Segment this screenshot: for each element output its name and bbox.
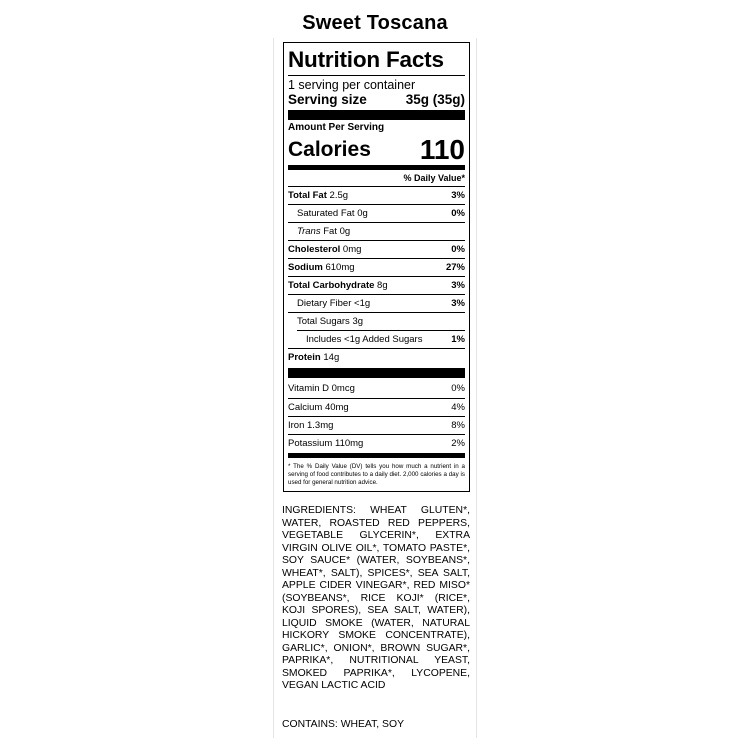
nutrient-amount: 8g — [377, 280, 388, 291]
amount-per-serving: Amount Per Serving — [288, 122, 385, 133]
nutrient-amount: 0mg — [342, 244, 362, 255]
label-panel — [273, 38, 477, 738]
divider-medium — [288, 165, 465, 170]
vitamin-row-vitamin-d — [288, 380, 465, 398]
vitamin-dv: 0% — [451, 383, 465, 394]
nutrient-dv: 0% — [451, 244, 465, 255]
nutrient-row-added-sugars — [297, 330, 465, 348]
vitamin-row-iron — [288, 416, 465, 434]
nutrient-amount: <1g Added Sugars — [344, 334, 423, 345]
nutrient-row-total-carbohydrate — [288, 276, 465, 294]
nutrient-amount: 2.5g — [329, 190, 349, 201]
nutrient-amount: 610mg — [325, 262, 355, 273]
product-title: Sweet Toscana — [302, 12, 448, 34]
nutrient-dv: 3% — [451, 298, 465, 309]
nutrition-facts-title: Nutrition Facts — [288, 47, 444, 72]
calories-value: 110 — [419, 134, 465, 165]
nutrient-name: Sodium — [288, 262, 323, 273]
nutrient-row-cholesterol — [288, 240, 465, 258]
nutrient-name: Dietary Fiber — [297, 298, 352, 309]
serving-size-value: 35g (35g) — [405, 92, 465, 107]
nutrient-name: Protein — [288, 352, 321, 363]
vitamin-row-calcium — [288, 398, 465, 416]
nutrient-amount: 14g — [323, 352, 340, 363]
nutrient-name: Includes — [306, 334, 342, 345]
vitamin-dv: 8% — [451, 420, 465, 431]
serving-size-row — [288, 92, 465, 108]
nutrient-row-total-sugars — [288, 312, 465, 330]
vitamin-name: Calcium 40mg — [288, 402, 349, 413]
calories-row — [288, 134, 465, 164]
nutrient-amount: 0g — [357, 208, 368, 219]
vitamin-dv: 4% — [451, 402, 465, 413]
nutrient-name: Saturated Fat — [297, 208, 355, 219]
nutrient-name: Total Fat — [288, 190, 327, 201]
vitamin-name: Iron 1.3mg — [288, 420, 334, 431]
nutrient-name: Total Carbohydrate — [288, 280, 375, 291]
nutrient-amount: 3g — [352, 316, 364, 327]
nutrient-name-suffix: Fat — [323, 226, 337, 237]
divider-medium — [288, 453, 465, 458]
nutrient-amount: <1g — [354, 298, 371, 309]
divider-heavy — [288, 110, 465, 120]
nutrient-name: Trans — [297, 226, 321, 237]
nutrient-name: Cholesterol — [288, 244, 341, 255]
nutrient-name: Total Sugars — [297, 316, 350, 327]
vitamin-name: Potassium 110mg — [288, 438, 364, 449]
vitamin-name: Vitamin D 0mcg — [288, 383, 355, 394]
calories-label: Calories — [288, 138, 371, 161]
serving-size-label: Serving size — [288, 92, 367, 107]
nutrient-row-protein — [288, 348, 465, 366]
nutrient-dv: 0% — [451, 208, 465, 219]
nutrient-dv: 3% — [451, 190, 465, 201]
vitamin-dv: 2% — [451, 438, 465, 449]
nutrient-row-saturated-fat — [288, 204, 465, 222]
daily-value-footnote: * The % Daily Value (DV) tells you how much a nutrient in a serving of food contributes to a daily diet. 2,000 calories a day is used for general nutrition advice. — [288, 463, 465, 486]
daily-value-header: % Daily Value* — [403, 173, 465, 183]
vitamin-row-potassium — [288, 434, 465, 452]
divider-heavy — [288, 368, 465, 378]
nutrient-row-total-fat — [288, 186, 465, 204]
nutrient-dv: 1% — [451, 334, 465, 345]
nutrient-row-trans-fat — [288, 222, 465, 240]
nutrient-row-sodium — [288, 258, 465, 276]
contains-allergens: CONTAINS: WHEAT, SOY — [282, 719, 405, 730]
servings-per-container: 1 serving per container — [288, 78, 416, 92]
nutrition-facts-label — [283, 42, 470, 492]
ingredients-text: INGREDIENTS: WHEAT GLUTEN*, WATER, ROASTED RED PEPPERS, VEGETABLE GLYCERIN*, EXTRA VIRGIN OLIVE OIL*, TOMATO PASTE*, SOY SAUCE* (WATER, SOYBEANS*, WHEAT*, SALT), SPICES*, SEA SALT, APPLE CIDER VINEGAR*, RED MISO* (SOYBEANS*, RICE KOJI* (RICE*, KOJI SPORES), SEA SALT, WATER), LIQUID SMOKE (WATER, NATURAL HICKORY SMOKE CONCENTRATE), GARLIC*, ONION*, BROWN SUGAR*, PAPRIKA*, NUTRITIONAL YEAST, SMOKED PAPRIKA*, LYCOPENE, VEGAN LACTIC ACID — [282, 505, 470, 691]
nutrient-amount: 0g — [339, 226, 351, 237]
nutrient-dv: 3% — [451, 280, 465, 291]
nutrient-row-dietary-fiber — [288, 294, 465, 312]
nutrient-dv: 27% — [445, 262, 465, 273]
